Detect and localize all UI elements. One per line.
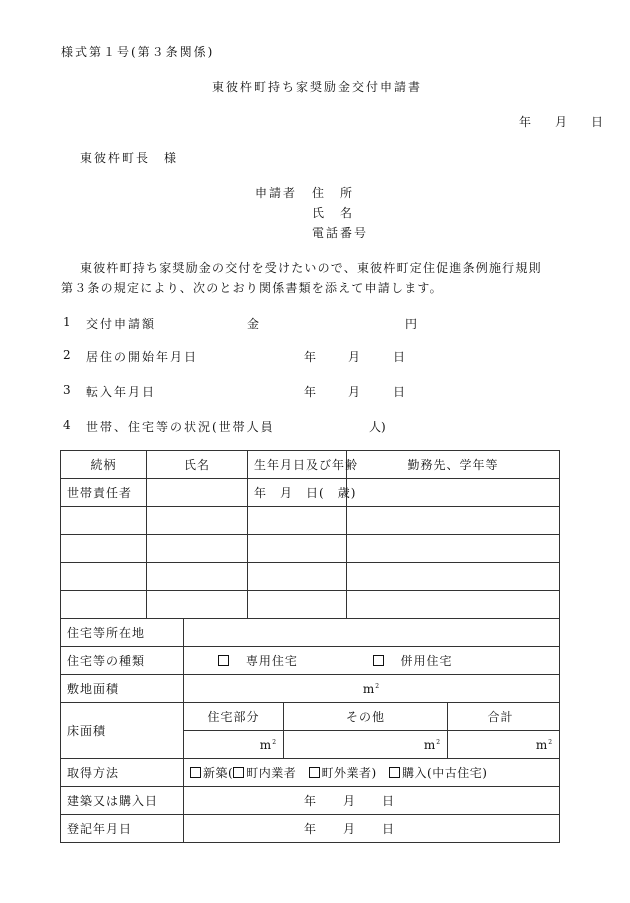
location-row [61, 619, 560, 647]
acquisition-label: 取得方法 [61, 759, 184, 787]
applicant-name-label: 氏 名 [312, 206, 355, 220]
item-2-day: 日 [393, 350, 406, 364]
head-of-household-label: 世帯責任者 [61, 479, 147, 507]
floor-area-label: 床面積 [61, 703, 184, 759]
header-workplace: 勤務先、学年等 [347, 451, 560, 479]
outside-contractor-label: 町外業者) [321, 766, 377, 780]
m2-unit-exponent: 2 [272, 738, 278, 746]
relationship-field[interactable] [61, 507, 147, 535]
item-2-month: 月 [348, 350, 361, 364]
purchase-used-checkbox[interactable] [389, 767, 400, 778]
item-3-day: 日 [393, 385, 406, 399]
floor-total-field[interactable] [448, 731, 560, 759]
workplace-field[interactable] [347, 591, 560, 619]
outside-contractor-checkbox[interactable] [309, 767, 320, 778]
body-line-2: 第３条の規定により、次のとおり関係書類を添えて申請します。 [61, 281, 443, 295]
header-birthdate-age: 生年月日及び年齢 [248, 451, 347, 479]
household-housing-table [60, 450, 560, 843]
exclusive-house-label: 専用住宅 [245, 654, 298, 668]
m2-unit-exponent: 2 [548, 738, 554, 746]
item-4-number: 4 [63, 418, 71, 432]
m2-unit-exponent: 2 [436, 738, 442, 746]
floor-residential-field[interactable] [184, 731, 284, 759]
build-date-field[interactable]: 年 月 日 [184, 787, 560, 815]
name-field[interactable] [147, 479, 248, 507]
floor-other-field[interactable] [284, 731, 448, 759]
household-head-row [61, 479, 560, 507]
applicant-label: 申請者 [255, 186, 298, 200]
item-2-number: 2 [63, 348, 71, 362]
birthdate-field[interactable]: 年 月 日( 歳) [248, 479, 347, 507]
item-3-month: 月 [348, 385, 361, 399]
new-build-label: 新築( [203, 766, 234, 780]
relationship-field[interactable] [61, 591, 147, 619]
item-1-label: 交付申請額 [86, 317, 157, 331]
floor-other-label: その他 [284, 703, 448, 731]
birthdate-field[interactable] [248, 563, 347, 591]
housing-type-options [184, 647, 560, 675]
header-name: 氏名 [147, 451, 248, 479]
household-member-row [61, 591, 560, 619]
item-4-end: 人) [369, 420, 386, 434]
build-date-label: 建築又は購入日 [61, 787, 184, 815]
header-relationship: 続柄 [61, 451, 147, 479]
registration-date-field[interactable]: 年 月 日 [184, 815, 560, 843]
housing-type-label: 住宅等の種類 [61, 647, 184, 675]
household-header-row [61, 451, 560, 479]
applicant-phone-label: 電話番号 [312, 226, 369, 240]
location-label: 住宅等所在地 [61, 619, 184, 647]
household-member-row [61, 563, 560, 591]
item-1-number: 1 [63, 315, 71, 329]
new-build-checkbox[interactable] [190, 767, 201, 778]
item-1-kin: 金 [247, 317, 260, 331]
m2-unit: m [259, 737, 273, 752]
item-3-label: 転入年月日 [86, 385, 157, 399]
item-2-year: 年 [304, 350, 317, 364]
household-member-row [61, 507, 560, 535]
item-1-yen: 円 [405, 317, 418, 331]
item-4-label: 世帯、住宅等の状況(世帯人員 [86, 420, 275, 434]
floor-area-header-row [61, 703, 560, 731]
document-title: 東彼杵町持ち家奨励金交付申請書 [212, 80, 423, 94]
registration-date-row [61, 815, 560, 843]
acquisition-row [61, 759, 560, 787]
local-contractor-label: 町内業者 [246, 766, 297, 780]
exclusive-house-checkbox[interactable] [218, 655, 229, 666]
local-contractor-checkbox[interactable] [233, 767, 244, 778]
name-field[interactable] [147, 535, 248, 563]
floor-residential-label: 住宅部分 [184, 703, 284, 731]
workplace-field[interactable] [347, 563, 560, 591]
workplace-field[interactable] [347, 535, 560, 563]
item-3-number: 3 [63, 383, 71, 397]
addressee: 東彼杵町長 様 [80, 151, 179, 165]
purchase-used-label: 購入(中古住宅) [402, 766, 488, 780]
m2-unit: m [423, 737, 437, 752]
build-date-row [61, 787, 560, 815]
birthdate-field[interactable] [248, 507, 347, 535]
birthdate-field[interactable] [248, 591, 347, 619]
name-field[interactable] [147, 507, 248, 535]
workplace-field[interactable] [347, 507, 560, 535]
applicant-address-label: 住 所 [312, 186, 355, 200]
m2-unit-exponent: 2 [375, 682, 381, 690]
body-line-1: 東彼杵町持ち家奨励金の交付を受けたいので、東彼杵町定住促進条例施行規則 [80, 261, 542, 275]
household-member-row [61, 535, 560, 563]
item-2-label: 居住の開始年月日 [86, 350, 199, 364]
m2-unit: m [535, 737, 549, 752]
workplace-field[interactable] [347, 479, 560, 507]
acquisition-options [184, 759, 560, 787]
relationship-field[interactable] [61, 535, 147, 563]
item-3-year: 年 [304, 385, 317, 399]
m2-unit: m [362, 681, 376, 696]
site-area-field[interactable] [184, 675, 560, 703]
floor-total-label: 合計 [448, 703, 560, 731]
site-area-label: 敷地面積 [61, 675, 184, 703]
relationship-field[interactable] [61, 563, 147, 591]
registration-date-label: 登記年月日 [61, 815, 184, 843]
name-field[interactable] [147, 563, 248, 591]
birthdate-field[interactable] [248, 535, 347, 563]
location-field[interactable] [184, 619, 560, 647]
site-area-row [61, 675, 560, 703]
date-line: 年 月 日 [519, 115, 610, 129]
form-number: 様式第１号(第３条関係) [61, 45, 215, 59]
combined-house-checkbox[interactable] [373, 655, 384, 666]
combined-house-label: 併用住宅 [400, 654, 453, 668]
name-field[interactable] [147, 591, 248, 619]
housing-type-row [61, 647, 560, 675]
